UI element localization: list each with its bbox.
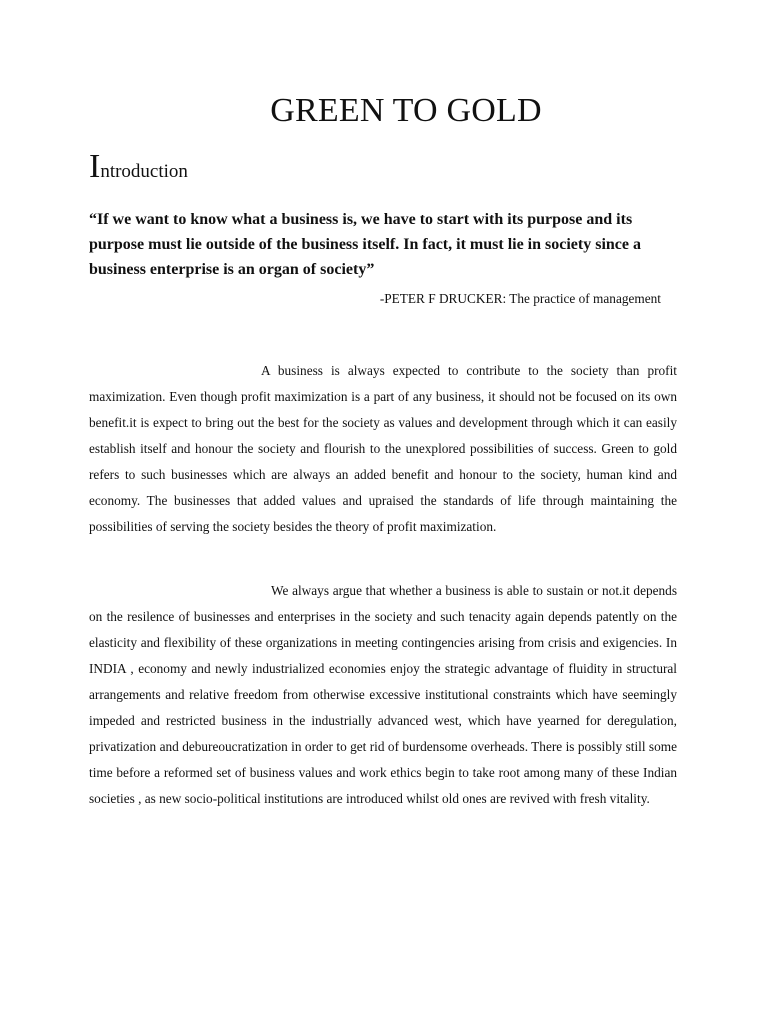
section-heading — [89, 150, 188, 184]
body-paragraph: A business is always expected to contribute to the society than profit maximization. Even though profit maximization is a part of any business, it should not be focused on its own benefit.it is expect to bring out the best for the society as values and development through which it can easily establish itself and honour the society and flourish to the unexplored possibilities of success. Green to gold refers to such businesses which are always an added benefit and honour to the society, human kind and economy. The businesses that added values and upraised the standards of life through maintaining the possibilities of serving the society besides the theory of profit maximization. — [89, 363, 677, 534]
section-heading-initial: I — [89, 148, 101, 185]
section-heading-text: ntroduction — [100, 161, 188, 182]
body-paragraph: We always argue that whether a business is able to sustain or not.it depends on the resilence of businesses and enterprises in the society and such tenacity again depends patently on the elasticity and flexibility of these organizations in meeting contingencies arising from crisis and exigencies. In INDIA , economy and newly industrialized economies enjoy the strategic advantage of fluidity in structural arrangements and relative freedom from otherwise excessive institutional constraints which have seemingly impeded and restricted business in the industrially advanced west, which have yearned for deregulation, privatization and debureoucratization in order to get rid of burdensome overheads. There is possibly still some time before a reformed set of business values and work ethics begin to take root among many of these Indian societies , as new socio-political institutions are introduced whilst old ones are revived with fresh vitality. — [89, 583, 677, 806]
document-title: GREEN TO GOLD — [270, 92, 542, 129]
epigraph-quote: “If we want to know what a business is, we have to start with its purpose and its purpose must lie outside of the business itself. In fact, it must lie in society since a business enterprise is an organ of society” — [89, 211, 641, 278]
quote-attribution: -PETER F DRUCKER: The practice of management — [379, 291, 661, 306]
